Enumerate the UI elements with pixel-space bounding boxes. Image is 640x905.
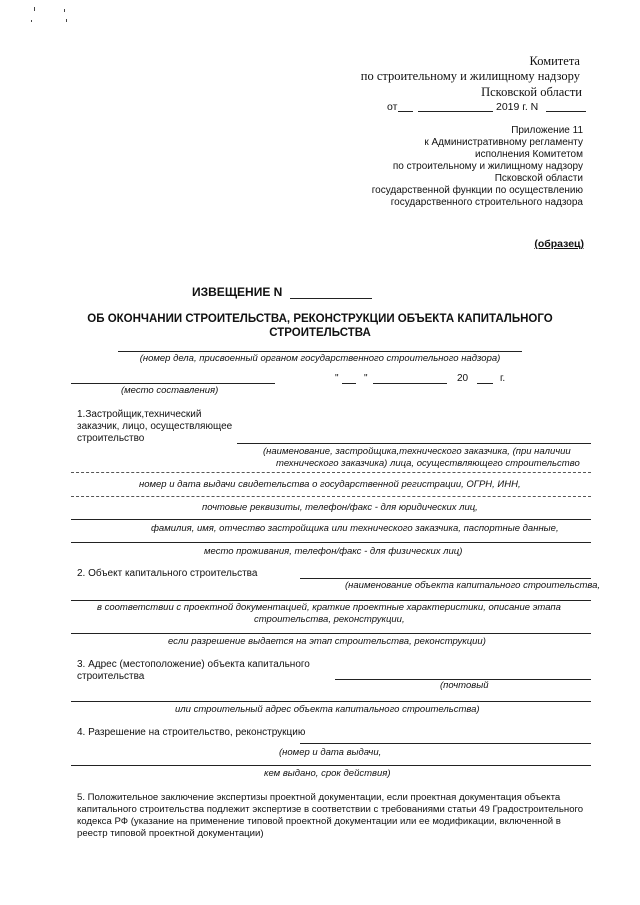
title-line-1: ОБ ОКОНЧАНИИ СТРОИТЕЛЬСТВА, РЕКОНСТРУКЦИИ ОБЪЕКТА КАПИТАЛЬНОГО <box>87 313 553 325</box>
section2-label: 2. Объект капитального строительства <box>77 568 258 579</box>
section2-stage-field[interactable] <box>71 633 591 634</box>
section2-hint-1: (наименование объекта капитального строительства, <box>345 580 601 591</box>
appendix-line: Псковской области <box>494 173 583 184</box>
section1-hint-6: место проживания, телефон/факс - для физических лиц) <box>204 546 463 557</box>
header-supervision: по строительному и жилищному надзору <box>360 69 580 83</box>
date-quote-open: " <box>335 373 339 384</box>
appendix-line: Приложение 11 <box>511 125 583 136</box>
section1-label-line: заказчик, лицо, осуществляющее <box>77 421 233 432</box>
section5-line: кодекса РФ (указание на применение типовой проектной документации или ее модификации, включенной в <box>77 816 561 827</box>
header-month-blank[interactable] <box>418 111 493 112</box>
section5-line: 5. Положительное заключение экспертизы проектной документации, если проектная документация объекта <box>77 792 561 803</box>
section1-person-field[interactable] <box>71 519 591 520</box>
section2-design-field[interactable] <box>71 600 591 601</box>
section1-label-line: 1.Застройщик,технический <box>77 409 202 420</box>
header-day-blank[interactable] <box>398 111 413 112</box>
title-line-2: СТРОИТЕЛЬСТВА <box>269 327 371 339</box>
header-region: Псковской области <box>481 85 582 99</box>
section2-hint-2: в соответствии с проектной документацией, краткие проектные характеристики, описание этапа <box>97 602 561 613</box>
section2-hint-3: строительства, реконструкции, <box>254 614 405 625</box>
section1-hint-4: почтовые реквизиты, телефон/факс - для юридических лиц, <box>202 502 478 513</box>
section1-hint-1: (наименование, застройщика,технического заказчика, (при наличии <box>263 446 571 457</box>
section4-hint-1: (номер и дата выдачи, <box>279 747 382 758</box>
section3-build-address-field[interactable] <box>71 701 591 702</box>
date-month-blank[interactable] <box>373 383 447 384</box>
section1-developer-field[interactable] <box>237 443 591 444</box>
notice-number-blank[interactable] <box>290 298 372 299</box>
header-from-label: от <box>387 101 398 113</box>
case-number-hint: (номер дела, присвоенный органом государственного строительного надзора) <box>139 353 501 364</box>
case-number-field[interactable] <box>118 351 522 352</box>
section3-hint-1: (почтовый <box>440 680 489 691</box>
section1-label-line: строительство <box>77 433 145 444</box>
section5-paragraph <box>77 792 583 840</box>
appendix-line: к Административному регламенту <box>424 137 583 148</box>
section1-postal-field[interactable] <box>71 496 591 497</box>
section1-residence-field[interactable] <box>71 542 591 543</box>
section3-label-line-1: 3. Адрес (местоположение) объекта капитального <box>77 659 310 670</box>
section1-label <box>77 409 232 445</box>
header-number-blank[interactable] <box>546 111 586 112</box>
notice-title: ИЗВЕЩЕНИЕ N <box>192 285 283 299</box>
appendix-block <box>283 125 583 209</box>
section4-hint-2: кем выдано, срок действия) <box>264 768 391 779</box>
place-hint: (место составления) <box>121 385 219 396</box>
section1-hint-2: технического заказчика) лица, осуществляющего строительство <box>276 458 580 469</box>
section4-permit-field[interactable] <box>300 743 591 744</box>
appendix-line: исполнения Комитетом <box>474 149 583 160</box>
header-year-text: 2019 г. N <box>496 101 539 113</box>
section5-line: реестр типовой проектной документации) <box>77 828 264 839</box>
section4-label: 4. Разрешение на строительство, реконструкцию <box>77 727 306 738</box>
section2-object-field[interactable] <box>300 578 591 579</box>
scan-speck <box>34 7 35 11</box>
section1-hint-3: номер и дата выдачи свидетельства о государственной регистрации, ОГРН, ИНН, <box>139 479 521 490</box>
section1-hint-5: фамилия, имя, отчество застройщика или технического заказчика, паспортные данные, <box>151 523 559 534</box>
section5-line: капитального строительства подлежит экспертизе в соответствии с требованиями статьи 49 Градостроительного <box>77 804 584 815</box>
scan-speck <box>31 20 32 22</box>
date-day-blank[interactable] <box>342 383 356 384</box>
date-year-suffix: г. <box>500 373 506 384</box>
section1-registration-field[interactable] <box>71 472 591 473</box>
place-field[interactable] <box>71 383 275 384</box>
appendix-line: государственной функции по осуществлению <box>371 185 583 196</box>
date-year-blank[interactable] <box>477 383 493 384</box>
scan-speck <box>66 19 67 22</box>
appendix-line: по строительному и жилищному надзору <box>392 161 583 172</box>
section3-label-line-2: строительства <box>77 671 145 682</box>
section4-issuer-field[interactable] <box>71 765 591 766</box>
header-committee: Комитета <box>529 54 580 68</box>
sample-label: (образец) <box>534 238 584 250</box>
section2-hint-4: если разрешение выдается на этап строительства, реконструкции) <box>168 636 486 647</box>
date-year-prefix: 20 <box>457 373 469 384</box>
date-quote-close: " <box>364 373 368 384</box>
section3-hint-2: или строительный адрес объекта капитального строительства) <box>175 704 480 715</box>
scan-speck <box>64 9 65 12</box>
appendix-line: государственного строительного надзора <box>390 197 583 208</box>
